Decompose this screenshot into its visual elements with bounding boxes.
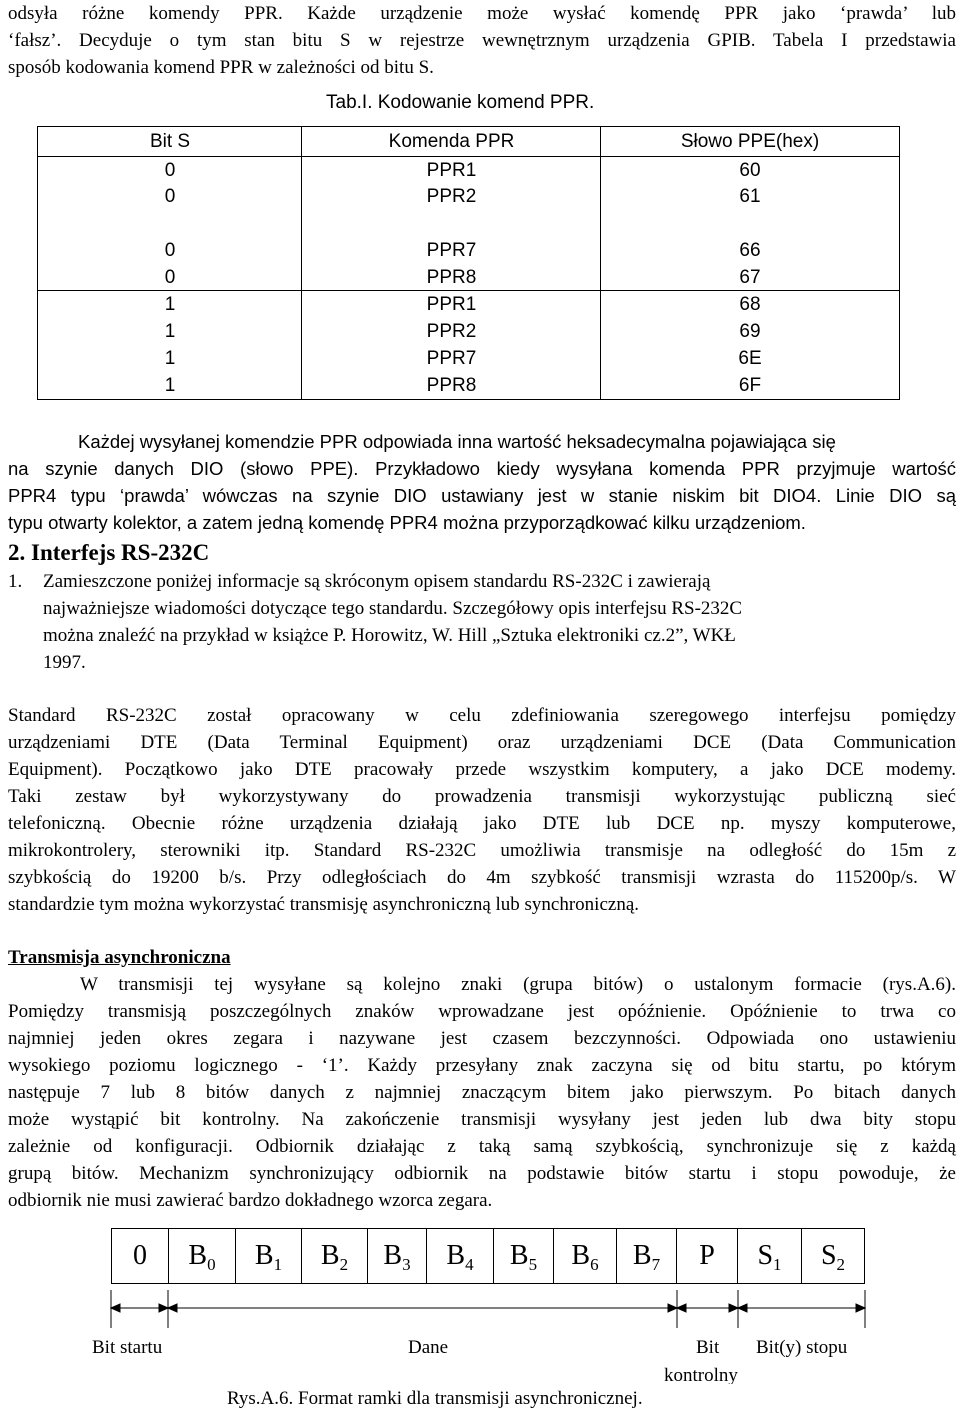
arrow-head	[856, 1304, 865, 1312]
figure-caption: Rys.A.6. Format ramki dla transmisji asynchronicznej.	[227, 1388, 643, 1409]
cell: 1	[164, 321, 176, 342]
intro-line-2: ‘fałsz’. Decyduje o tym stan bitu S w rejestrze wewnętrznym urządzenia GPIB. Tabela I przedstawia	[8, 30, 956, 51]
ppe-line-3: PPR4 typu ‘prawda’ wówczas na szynie DIO ustawiany jest w stanie niskim bit DIO4. Linie DIO są	[8, 485, 956, 506]
ppe-line-1: Każdej wysyłanej komendzie PPR odpowiada inna wartość heksadecymalna pojawiająca się	[78, 431, 836, 452]
cell: 1	[164, 375, 176, 396]
cell: 61	[739, 186, 761, 207]
label-data: Dane	[408, 1337, 449, 1358]
column-komenda	[302, 127, 601, 399]
standard-line: urządzeniami DTE (Data Terminal Equipment) oraz urządzeniami DCE (Data Communication	[8, 732, 956, 753]
async-line: najmniej jeden okres zegara i nazywane jest czasem bezczynności. Odpowiada ono ustawieniu	[8, 1028, 956, 1049]
arrow-head	[738, 1304, 747, 1312]
cell: 68	[739, 294, 761, 315]
async-line: wysokiego poziomu logicznego - ‘1’. Każdy przesyłany znak zaczyna się od bitu startu, po którym	[8, 1055, 956, 1076]
frame-cell-b1: $B_1$	[235, 1228, 302, 1284]
section-heading: 2. Interfejs RS-232C	[8, 540, 210, 565]
ppr-coding-table	[37, 126, 900, 400]
frame-cell-b6: $B_6$	[553, 1228, 617, 1284]
async-title: Transmisja asynchroniczna	[8, 947, 231, 968]
label-start-bit: Bit startu	[92, 1337, 163, 1358]
cell: PPR1	[426, 294, 477, 315]
ppe-line-2: na szynie danych DIO (słowo PPE). Przykładowo kiedy wysyłana komenda PPR przyjmuje wartość	[8, 458, 956, 479]
table-divider	[301, 126, 302, 400]
standard-line: Taki zestaw był wykorzystywany do prowadzenia transmisji wykorzystując publiczną sieć	[8, 786, 956, 807]
frame-cell-b7: $B_7$	[616, 1228, 677, 1284]
frame-cell-start-bit: 0	[111, 1228, 169, 1284]
standard-line: telefoniczną. Obecnie różne urządzenia działają jako DTE lub DCE np. myszy komputerowe,	[8, 813, 956, 834]
cell: 0	[164, 160, 176, 181]
cell: 0	[164, 240, 176, 261]
cell: 69	[739, 321, 761, 342]
header-komenda: Komenda PPR	[388, 131, 515, 152]
cell: PPR2	[426, 186, 477, 207]
cell: 6F	[738, 375, 762, 396]
frame-cell-b4: $B_4$	[426, 1228, 494, 1284]
frame-brackets	[0, 1286, 960, 1336]
ppe-line-4: typu otwarty kolektor, a zatem jedną komendę PPR4 można przyporządkować kilku urządzeniom.	[8, 512, 806, 533]
cell: 0	[164, 186, 176, 207]
frame-cell-b2: $B_2$	[301, 1228, 368, 1284]
standard-line: standardzie tym można wykorzystać transmisję asynchroniczną lub synchroniczną.	[8, 894, 640, 915]
frame-cell-b0: $B_0$	[168, 1228, 236, 1284]
list-number: 1.	[8, 571, 23, 592]
table-divider	[37, 290, 900, 291]
async-line: Pomiędzy transmisją poszczególnych znaków wprowadzane jest opóźnienie. Opóźnienie to trwa co	[8, 1001, 956, 1022]
cell: 66	[739, 240, 761, 261]
header-slowo-ppe: Słowo PPE(hex)	[680, 131, 820, 152]
async-line: W transmisji tej wysyłane są kolejno znaki (grupa bitów) o ustalonym formacie (rys.A.6).	[80, 974, 956, 995]
async-line: odbiornik nie musi zawierać bardzo dokładnego wzorca zegara.	[8, 1190, 493, 1211]
ppe-paragraph	[8, 428, 956, 536]
frame-cell-b5: $B_5$	[493, 1228, 554, 1284]
label-parity-2: kontrolny	[664, 1365, 738, 1384]
standard-line: mikrokontrolery, sterowniki itp. Standard RS-232C umożliwia transmisje na odległość do 15m z	[8, 840, 956, 861]
async-line: następuje 7 lub 8 bitów danych z najmniej znaczącym bitem jako pierwszym. Po bitach danych	[8, 1082, 956, 1103]
list-line-2: najważniejsze wiadomości dotyczące tego standardu. Szczegółowy opis interfejsu RS-232C	[43, 598, 743, 619]
intro-paragraph	[8, 0, 956, 81]
column-slowo-ppe	[601, 127, 899, 399]
intro-line-3: sposób kodowania komend PPR w zależności od bitu S.	[8, 57, 434, 78]
list-line-3: można znaleźć na przykład w książce P. Horowitz, W. Hill „Sztuka elektroniki cz.2”, WKŁ	[43, 625, 736, 646]
list-line-4: 1997.	[43, 652, 86, 673]
cell: PPR8	[426, 375, 477, 396]
column-bit-s	[38, 127, 302, 399]
cell: 1	[164, 348, 176, 369]
cell: 1	[164, 294, 176, 315]
table-divider	[600, 126, 601, 400]
async-line: zależnie od konfiguracji. Odbiornik działając z taką samą szybkością, synchronizuje się z każdą	[8, 1136, 956, 1157]
arrow-head	[677, 1304, 686, 1312]
cell: 6E	[738, 348, 762, 369]
standard-paragraph	[8, 702, 956, 918]
intro-line-1: odsyła różne komendy PPR. Każde urządzenie może wysłać komendę PPR jako ‘prawda’ lub	[8, 3, 956, 24]
cell: PPR7	[426, 240, 477, 261]
arrow-head	[729, 1304, 738, 1312]
header-bit-s: Bit S	[149, 131, 191, 152]
frame-cell-s1: $S_1$	[737, 1228, 802, 1284]
standard-line: Standard RS-232C został opracowany w celu zdefiniowania szeregowego interfejsu pomiędzy	[8, 705, 956, 726]
async-line: może wystąpić bit kontrolny. Na zakończenie transmisji wysyłany jest jeden lub dwa bity stopu	[8, 1109, 956, 1130]
table-caption: Tab.I. Kodowanie komend PPR.	[326, 92, 595, 113]
cell: 67	[739, 267, 761, 288]
cell: 0	[164, 267, 176, 288]
async-paragraph	[8, 971, 956, 1214]
arrow-head	[668, 1304, 677, 1312]
list-item-1	[43, 568, 948, 676]
standard-line: szybkością do 19200 b/s. Przy odległościach do 4m szybkość transmisji wzrasta do 115200p/s. W	[8, 867, 956, 888]
cell: PPR8	[426, 267, 477, 288]
label-parity-1: Bit	[696, 1337, 720, 1358]
arrow-head	[111, 1304, 120, 1312]
list-line-1: Zamieszczone poniżej informacje są skróconym opisem standardu RS-232C i zawierają	[43, 571, 711, 592]
label-stop-bits: Bit(y) stopu	[756, 1337, 848, 1358]
frame-cell-s2: $S_2$	[801, 1228, 865, 1284]
async-line: grupą bitów. Mechanizm synchronizujący odbiornik na podstawie bitów startu i stopu powoduje, że	[8, 1163, 956, 1184]
frame-cell-parity: P	[676, 1228, 738, 1284]
cell: 60	[739, 160, 761, 181]
cell: PPR7	[426, 348, 477, 369]
standard-line: Equipment). Początkowo jako DTE pracowały przede wszystkim komputery, a jako DCE modemy.	[8, 759, 956, 780]
arrow-head	[168, 1304, 177, 1312]
frame-cell-b3: $B_3$	[367, 1228, 427, 1284]
arrow-head	[159, 1304, 168, 1312]
cell: PPR1	[426, 160, 477, 181]
cell: PPR2	[426, 321, 477, 342]
table-divider	[37, 156, 900, 157]
